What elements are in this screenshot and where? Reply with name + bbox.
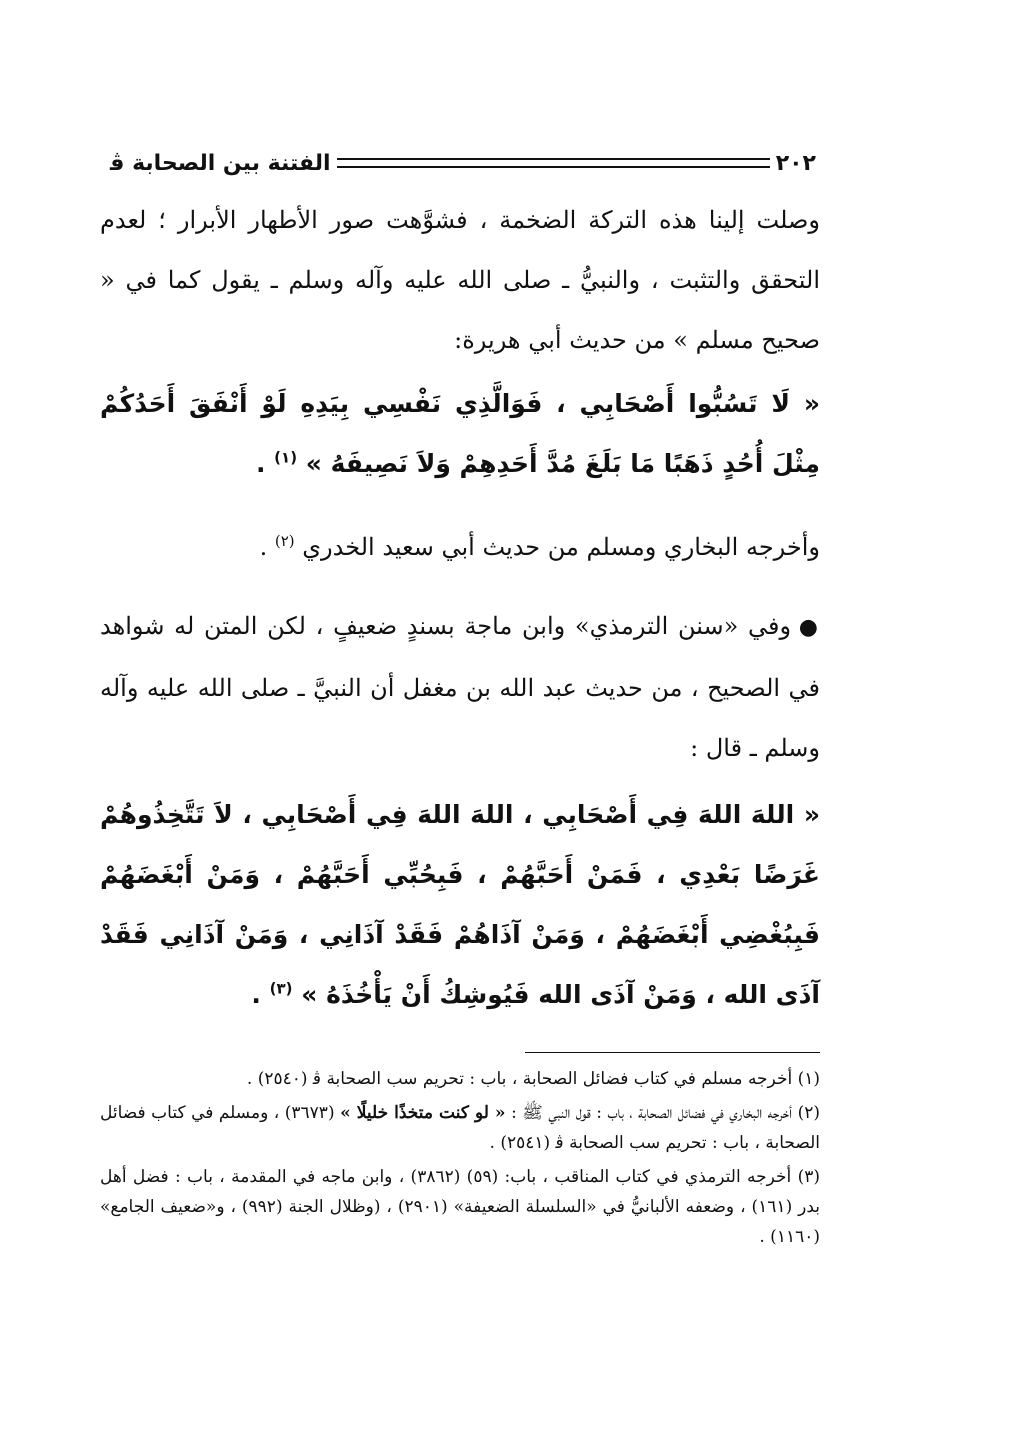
hadith-2-text: « اللهَ اللهَ فِي أَصْحَابِي ، اللهَ اللهَ فِي أَصْحَابِي ، لاَ تَتَّخِذُوهُمْ غَرَضًا بَعْدِي ، فَمَنْ أَحَبَّهُمْ ، فَبِحُبِّي أَحَبَّهُمْ ، وَمَنْ أَبْغَضَهُمْ فَبِبُغْضِي أَبْغَضَهُمْ ، وَمَنْ آذَاهُمْ فَقَدْ آذَانِي ، وَمَنْ آذَانِي فَقَدْ آذَى الله ، وَمَنْ آذَى الله فَيُوشِكُ أَنْ يَأْخُذَهُ » (100, 800, 820, 1009)
running-title: الفتنة بين الصحابة ﭬ (110, 150, 331, 176)
tirmidhi-text: وفي «سنن الترمذي» وابن ماجة بسندٍ ضعيفٍ ، لكن المتن له شواهد في الصحيح ، من حديث عبد الله بن مغفل أن النبيَّ ـ صلى الله عليه وآله وسلم ـ قال : (100, 612, 821, 762)
bullet-icon: ● (798, 615, 820, 640)
footnote-2 (100, 1098, 820, 1158)
footnotes (100, 1064, 820, 1256)
footnote-2-text-a: أخرجه البخاري في فضائل الصحابة ، باب : قول النبي ﷺ : (505, 1103, 798, 1123)
page-header (100, 146, 820, 180)
footnote-2-number: (٢) (797, 1103, 820, 1123)
hadith-1-end: . (255, 449, 275, 478)
footnote-ref-2: (٢) (274, 532, 295, 550)
paragraph-intro: وصلت إلينا هذه التركة الضخمة ، فشوَّهت صور الأطهار الأبرار ؛ لعدم التحقق والتثبت ، والنبيُّ ـ صلى الله عليه وآله وسلم ـ يقول كما في « صحيح مسلم » من حديث أبي هريرة: (100, 206, 820, 354)
footnote-1 (100, 1064, 820, 1094)
header-double-rule (337, 158, 770, 168)
footnote-1-text: أخرجه مسلم في كتاب فضائل الصحابة ، باب : تحريم سب الصحابة ﭬ (٢٥٤٠) . (246, 1069, 798, 1089)
hadith-2-end: . (251, 980, 270, 1009)
footnote-1-number: (١) (797, 1069, 820, 1089)
paragraph-tirmidhi (100, 596, 820, 778)
bukhari-end: . (259, 533, 275, 561)
book-page (100, 0, 820, 1450)
footnote-3-text: أخرجه الترمذي في كتاب المناقب ، باب: (٥٩) (٣٨٦٢) ، وابن ماجه في المقدمة ، باب : فضل أهل بدر (١٦١) ، وضعفه الألبانيُّ في «السلسلة الضعيفة» (٢٩٠١) ، (وظلال الجنة (٩٩٢) ، و«ضعيف الجامع» (١١٦٠) . (100, 1167, 821, 1247)
footnote-3-number: (٣) (797, 1167, 820, 1187)
footnote-ref-1: (١) (274, 448, 298, 467)
footnote-ref-3: (٣) (269, 979, 293, 998)
footnote-2-text-b: (٣٦٧٣) ، ومسلم في كتاب فضائل الصحابة ، باب : تحريم سب الصحابة ﭬ (٢٥٤١) . (100, 1103, 820, 1153)
footnote-separator (525, 1052, 820, 1053)
page-number: ٢٠٢ (775, 150, 816, 176)
footnote-2-quote: « لو كنت متخذًا خليلًا » (340, 1103, 506, 1123)
hadith-quote-2 (100, 785, 820, 1025)
paragraph-bukhari (100, 517, 820, 577)
bukhari-text: وأخرجه البخاري ومسلم من حديث أبي سعيد الخدري (302, 533, 820, 561)
hadith-quote-1 (100, 374, 820, 494)
footnote-3 (100, 1162, 820, 1252)
hadith-1-text: « لَا تَسُبُّوا أَصْحَابِي ، فَوَالَّذِي نَفْسِي بِيَدِهِ لَوْ أَنْفَقَ أَحَدُكُمْ مِثْلَ أُحُدٍ ذَهَبًا مَا بَلَغَ مُدَّ أَحَدِهِمْ وَلاَ نَصِيفَهُ » (100, 389, 820, 478)
